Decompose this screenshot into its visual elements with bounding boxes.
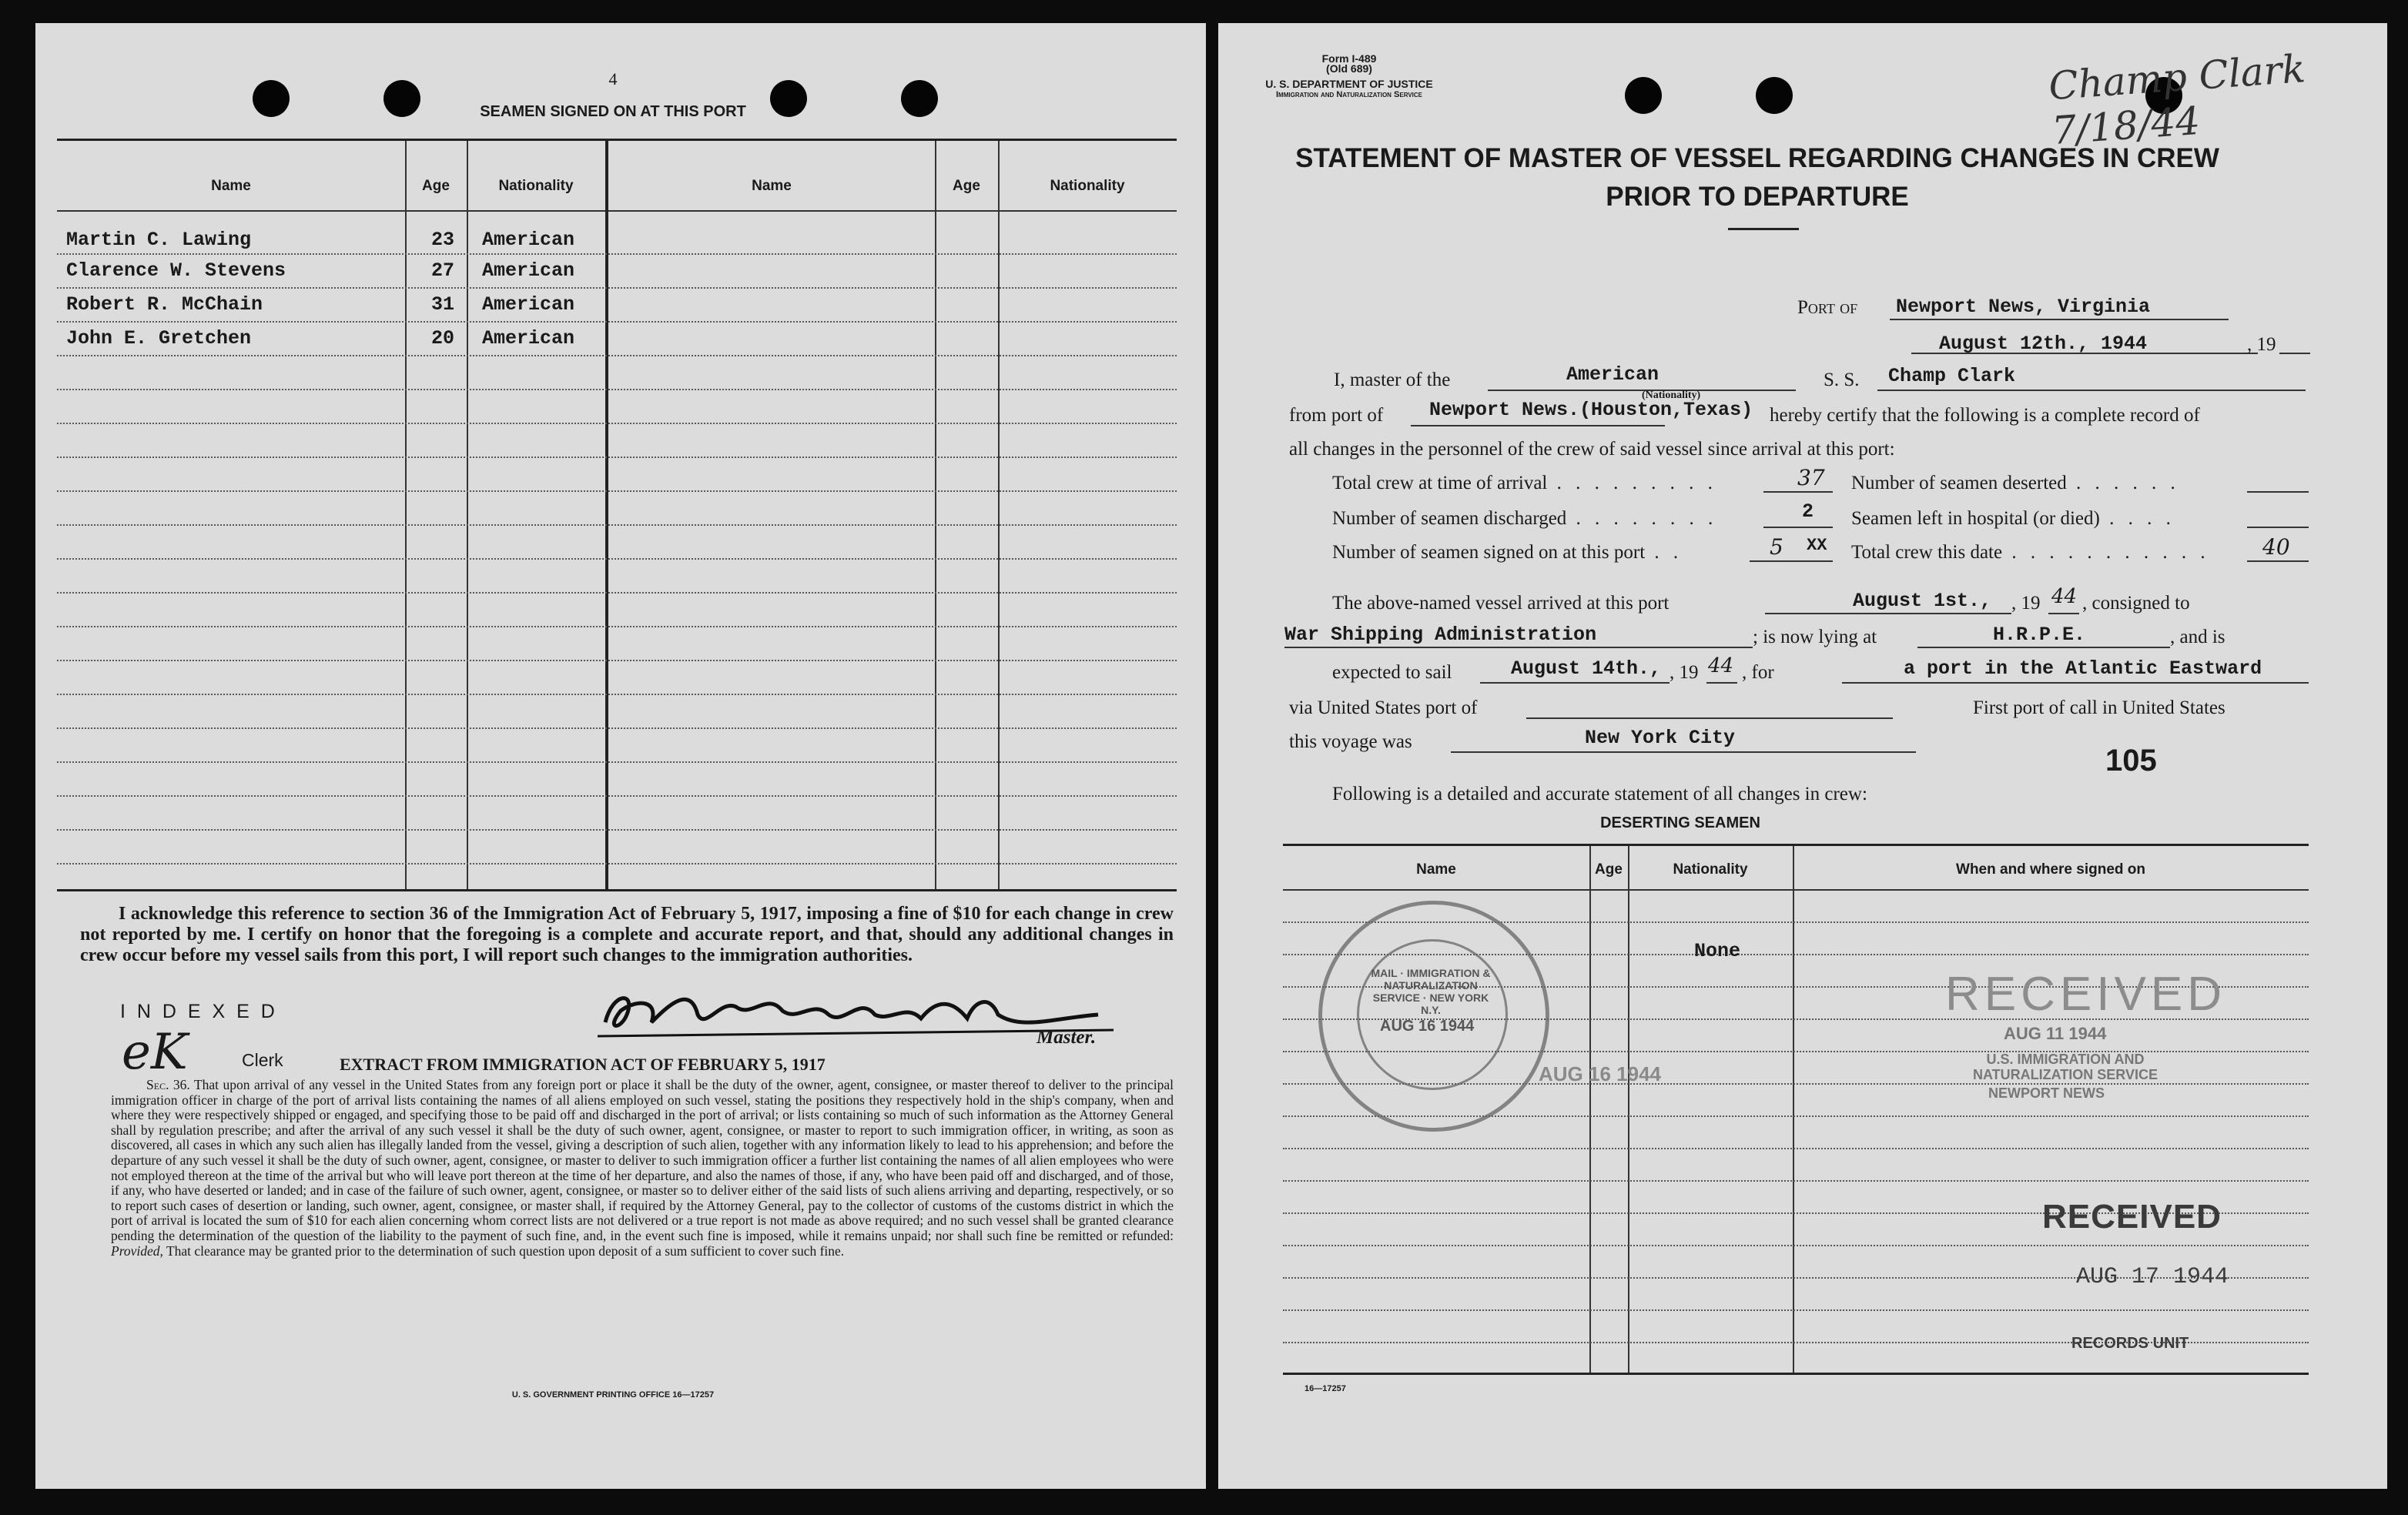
form-title-line-2: PRIOR TO DEPARTURE	[1606, 182, 1909, 212]
sail-date-line	[1480, 682, 1670, 684]
port-line	[1890, 319, 2229, 320]
received-stamp-place: NEWPORT NEWS	[1988, 1085, 2105, 1101]
lying-label: ; is now lying at	[1753, 627, 1877, 647]
seaman-age: 20	[431, 327, 455, 349]
sail-year: 44	[1708, 654, 1734, 677]
port-value: Newport News, Virginia	[1896, 296, 2151, 318]
total-crew-arrival-text: Total crew at time of arrival	[1332, 473, 1548, 493]
total-crew-date-label: Total crew this date . . . . . . . . . . .	[1851, 542, 2210, 563]
clerk-initials: eK	[122, 1024, 188, 1081]
stamped-number: 105	[2105, 744, 2157, 778]
voyage-value: New York City	[1585, 727, 1736, 749]
for-label: , for	[1742, 662, 1774, 683]
footer-code: 16—17257	[1304, 1384, 1346, 1393]
seamen-signed-on-table	[57, 139, 1177, 891]
service-name: Immigration and Naturalization Service	[1275, 90, 1422, 99]
postmark-date: AUG 16 1944	[1380, 1018, 1475, 1035]
first-port-label: First port of call in United States	[1973, 697, 2225, 718]
arrived-line	[1765, 613, 2011, 614]
punch-hole	[901, 80, 938, 117]
clerk-label: Clerk	[242, 1050, 283, 1070]
consigned-label: , consigned to	[2082, 593, 2190, 614]
faint-stamp-date: AUG 16 1944	[1539, 1062, 1661, 1085]
received-stamp-org: U.S. IMMIGRATION AND NATURALIZATION SERVICE	[1972, 1052, 2158, 1082]
total-crew-arrival-value: 37	[1797, 465, 1825, 490]
total-crew-date-text: Total crew this date	[1851, 542, 2003, 563]
deserting-none-value: None	[1694, 940, 1741, 962]
seaman-age: 23	[431, 229, 455, 251]
lying-value: H.R.P.E.	[1993, 624, 2086, 646]
port-label: Port of	[1797, 297, 1858, 318]
master-label: Master.	[1037, 1027, 1097, 1048]
left-page	[35, 23, 1206, 1489]
ship-line	[1877, 390, 2306, 391]
col-header-name-2: Name	[752, 178, 792, 194]
via-label: via United States port of	[1289, 697, 1478, 718]
seaman-age: 31	[431, 293, 455, 316]
arrived-year: 44	[2051, 585, 2078, 608]
extract-tail: That clearance may be granted prior to the determination of such question upon deposit of a sum sufficient to cover such fine.	[166, 1242, 845, 1259]
ss-label: S. S.	[1824, 370, 1860, 390]
total-crew-date-line	[2247, 560, 2309, 562]
extract-title: EXTRACT FROM IMMIGRATION ACT OF FEBRUARY 5, 1917	[340, 1055, 826, 1074]
deserting-col-nationality: Nationality	[1673, 861, 1748, 878]
extract-body: That upon arrival of any vessel in the United States from any foreign port or place it shall be the duty of the owner, agent, consignee, or master thereof to deliver to the principal immigration officer in charge of the port of arrival lists containing the names of all aliens employed on such vessel, stating the positions they respectively hold in the ship's company, when and where they were respectively shipped or engaged, and specifying those to be paid off and discharged in the port of arrival; or lists containing so much of such information as the Attorney General shall by regulation prescribe; and after the arrival of any such vessel it shall be the duty of such owner, agent, consignee, or master to report to such immigration officer, in writing, as soon as discovered, all cases in which any such alien has illegally landed from the vessel, giving a description of such alien, together with any information likely to lead to his apprehension; and before the departure of any such vessel it shall be the duty of such owner, agent, consignee, or master to deliver to such immigration officer a further list containing the names of all alien employees who were not employed thereon at the time of the arrival but who will leave port thereon at the time of her departure, and also the names of those, if any, who have been paid off and discharged, and of those, if any, who have deserted or landed; and in case of the failure of such owner, agent, consignee, or master so to deliver either of the said lists of such aliens arriving and departing, respectively, or so to report such cases of desertion or landing, such owner, agent, consignee, or master shall, if required by the Attorney General, pay to the collector of customs of the customs district in which the port of arrival is located the sum of $10 for each alien concerning whom correct lists are not delivered or a true report is not made as above required; and no such vessel shall be granted clearance pending the determination of the question of the liability to the payment of such fine, and, in the event such fine is imposed, while it remains unpaid; nor shall such fine be remitted or refunded:	[111, 1077, 1174, 1243]
form-number-block	[1272, 54, 1426, 74]
sail-year-prefix: , 19	[1670, 662, 1699, 683]
and-is-label: , and is	[2170, 627, 2225, 647]
handwritten-note: Champ Clark 7/18/44	[2047, 46, 2307, 154]
lying-line	[1917, 647, 2170, 648]
col-header-name: Name	[211, 178, 251, 194]
deserted-text: Number of seamen deserted	[1851, 473, 2067, 493]
signed-on-label: Number of seamen signed on at this port . .	[1332, 542, 1683, 563]
deserting-col-age: Age	[1595, 861, 1623, 878]
deserted-line	[2247, 491, 2309, 493]
punch-hole	[1625, 77, 1662, 114]
postmark-text: MAIL · IMMIGRATION & NATURALIZATION SERVICE · NEW YORK N.Y.	[1371, 967, 1491, 1016]
extract-section-36	[111, 1078, 1174, 1259]
deserted-label: Number of seamen deserted . . . . . .	[1851, 473, 2180, 493]
right-page	[1218, 23, 2387, 1489]
records-unit-stamp: RECORDS UNIT	[2071, 1335, 2189, 1352]
seaman-nationality: American	[482, 293, 575, 316]
punch-hole	[1756, 77, 1793, 114]
received-stamp-date: AUG 11 1944	[2004, 1024, 2107, 1043]
total-crew-arrival-line	[1763, 491, 1833, 493]
signed-on-value: 5	[1770, 534, 1783, 560]
hospital-text: Seamen left in hospital (or died)	[1851, 508, 2100, 529]
destination-value: a port in the Atlantic Eastward	[1904, 657, 2262, 680]
voyage-label: this voyage was	[1289, 731, 1412, 752]
department-block	[1234, 79, 1465, 100]
seaman-nationality: American	[482, 229, 575, 251]
form-number: Form I-489	[1321, 52, 1377, 65]
hospital-label: Seamen left in hospital (or died) . . . .	[1851, 508, 2175, 529]
from-port-line	[1411, 425, 1665, 426]
nationality-caption: (Nationality)	[1642, 390, 1701, 401]
extract-provided: Provided,	[111, 1242, 163, 1259]
deserting-col-name: Name	[1416, 861, 1456, 878]
signed-on-title: SEAMEN SIGNED ON AT THIS PORT	[480, 103, 746, 120]
certify-text: hereby certify that the following is a complete record of	[1770, 405, 2200, 426]
extract-lead: Sec. 36.	[146, 1077, 190, 1092]
following-text: Following is a detailed and accurate statement of all changes in crew:	[1332, 784, 1867, 804]
seaman-name: Clarence W. Stevens	[66, 259, 286, 282]
received-stamp-outline: RECEIVED	[1945, 968, 2226, 1021]
arrived-year-line	[2048, 613, 2079, 614]
signed-on-line	[1750, 560, 1833, 562]
seaman-age: 27	[431, 259, 455, 282]
date-value: August 12th., 1944	[1939, 333, 2148, 355]
destination-line	[1842, 682, 2309, 684]
punch-hole	[253, 80, 290, 117]
seaman-name: John E. Gretchen	[66, 327, 252, 349]
sail-date-value: August 14th.,	[1511, 657, 1662, 680]
consignee-line	[1284, 647, 1753, 648]
deserting-title: DESERTING SEAMEN	[1600, 814, 1760, 831]
ship-name: Champ Clark	[1888, 365, 2016, 387]
total-crew-date-value: 40	[2262, 534, 2290, 560]
voyage-line	[1451, 751, 1916, 753]
received-stamp-2-date: AUG 17 1944	[2076, 1264, 2229, 1290]
hospital-line	[2247, 527, 2309, 528]
old-form-number: (Old 689)	[1326, 62, 1372, 75]
discharged-label: Number of seamen discharged . . . . . . . .	[1332, 508, 1718, 529]
title-rule	[1728, 228, 1799, 230]
signed-on-text: Number of seamen signed on at this port	[1332, 542, 1646, 563]
from-port-label: from port of	[1289, 405, 1384, 426]
changes-text: all changes in the personnel of the crew of said vessel since arrival at this port:	[1289, 439, 1895, 460]
form-title-line-1: STATEMENT OF MASTER OF VESSEL REGARDING CHANGES IN CREW	[1295, 143, 2219, 173]
sail-year-line	[1706, 682, 1737, 684]
signed-on-overstrike: XX	[1807, 536, 1827, 555]
department-name: U. S. DEPARTMENT OF JUSTICE	[1265, 78, 1433, 90]
date-year-line	[2279, 353, 2310, 354]
date-suffix: , 19	[2247, 334, 2276, 355]
discharged-line	[1763, 527, 1833, 528]
expected-label: expected to sail	[1332, 662, 1452, 683]
seaman-nationality: American	[482, 327, 575, 349]
master-of-label: I, master of the	[1334, 370, 1451, 390]
consignee-value: War Shipping Administration	[1284, 624, 1597, 646]
page-number: 4	[608, 69, 618, 89]
arrived-year-prefix: , 19	[2011, 593, 2041, 614]
col-header-age-2: Age	[953, 178, 980, 194]
discharged-text: Number of seamen discharged	[1332, 508, 1567, 529]
via-line	[1526, 717, 1893, 719]
deserting-col-signed-on: When and where signed on	[1956, 861, 2145, 878]
seaman-name: Martin C. Lawing	[66, 229, 252, 251]
acknowledgment-text: I acknowledge this reference to section 36 of the Immigration Act of February 5, 1917, imposing a fine of $10 for each change in crew not reported by me. I certify on honor that the foregoing is a complete and accurate report, and that, should any additional changes in crew occur before my vessel sails from this port, I will report such changes to the immigration authorities.	[80, 904, 1174, 965]
seaman-name: Robert R. McChain	[66, 293, 263, 316]
discharged-value: 2	[1802, 500, 1814, 523]
total-crew-arrival-label: Total crew at time of arrival . . . . . . . . .	[1332, 473, 1717, 493]
col-header-nationality-2: Nationality	[1050, 178, 1125, 194]
col-header-age: Age	[422, 178, 450, 194]
received-stamp-2: RECEIVED	[2042, 1198, 2222, 1236]
arrived-label: The above-named vessel arrived at this port	[1332, 593, 1670, 614]
from-port-value: Newport News.(Houston,Texas)	[1429, 399, 1753, 421]
printing-office-line: U. S. GOVERNMENT PRINTING OFFICE 16—17257	[511, 1390, 715, 1400]
arrived-value: August 1st.,	[1853, 590, 1992, 612]
nationality-value: American	[1566, 363, 1659, 386]
col-header-nationality: Nationality	[498, 178, 574, 194]
seaman-nationality: American	[482, 259, 575, 282]
indexed-label: I N D E X E D	[120, 1001, 278, 1022]
